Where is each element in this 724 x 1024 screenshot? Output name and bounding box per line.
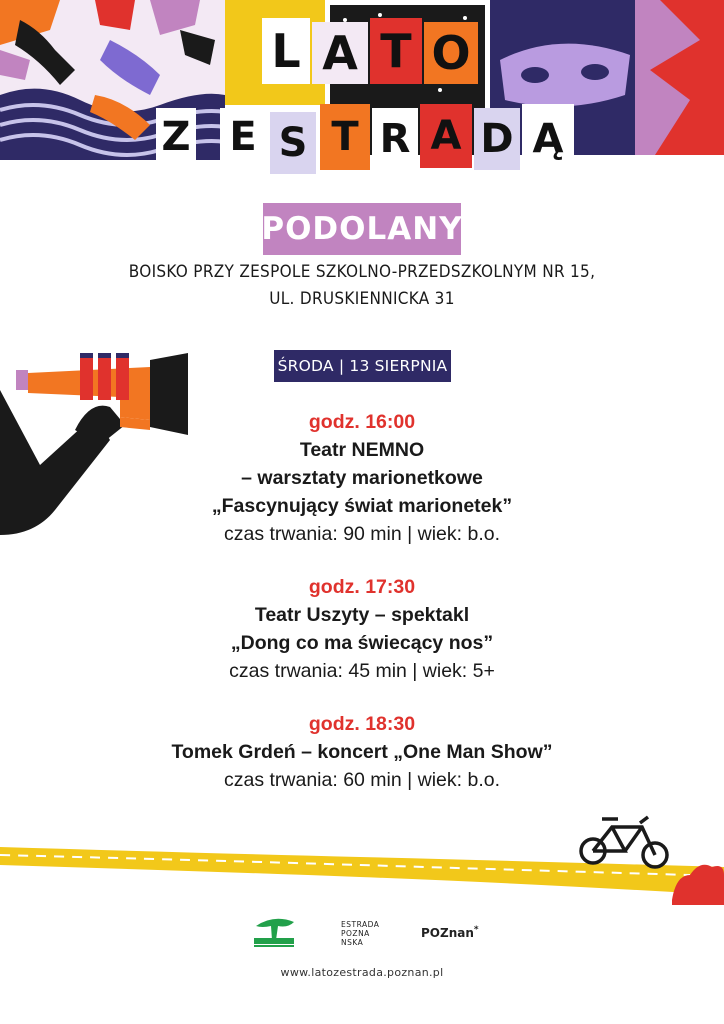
poznan-logo: POZnan* [421, 925, 479, 940]
title-letter: Z [156, 108, 196, 166]
event-title-line: „Dong co ma świecący nos” [230, 632, 494, 654]
venue-line-2: UL. DRUSKIENNICKA 31 [269, 289, 455, 309]
title-letter: T [370, 18, 422, 84]
event-title-line: Tomek Grdeń – koncert „One Man Show” [171, 741, 553, 763]
title-letter: S [270, 112, 316, 174]
event-time: godz. 18:30 [308, 713, 416, 735]
event-title-line: „Fascynujący świat marionetek” [211, 495, 513, 517]
event-meta: czas trwania: 90 min | wiek: b.o. [223, 523, 500, 545]
title-letter: L [262, 18, 310, 84]
event-title-line: Teatr NEMNO [299, 439, 425, 461]
event-meta: czas trwania: 45 min | wiek: 5+ [229, 660, 495, 682]
venue-line-1: BOISKO PRZY ZESPOLE SZKOLNO-PRZEDSZKOLNYM NR 15, [128, 262, 596, 282]
event-time: godz. 16:00 [308, 411, 416, 433]
event-title-line: Teatr Uszyty – spektakl [254, 604, 470, 626]
title-letter: D [474, 108, 520, 170]
title-letter: A [420, 104, 472, 168]
title-letter: R [372, 108, 418, 170]
event-title-line: – warsztaty marionetkowe [241, 467, 483, 489]
event-item [0, 408, 724, 548]
title-letter: T [320, 104, 370, 170]
title-letter: E [220, 108, 266, 166]
title-letter: O [424, 22, 478, 84]
event-item [0, 710, 724, 794]
event-meta: czas trwania: 60 min | wiek: b.o. [223, 769, 500, 791]
park-logo [250, 914, 298, 950]
road-illustration [0, 805, 724, 915]
bicycle-icon [581, 817, 667, 867]
event-list [0, 408, 724, 819]
event-time: godz. 17:30 [308, 576, 416, 598]
website-link[interactable]: www.latozestrada.poznan.pl [280, 966, 444, 979]
title-letter: Ą [522, 104, 574, 174]
mask-illustration [500, 44, 630, 107]
estrada-logo: ESTRADA POZNA NSKA [341, 920, 380, 947]
district-label: PODOLANY [263, 203, 461, 255]
title-letter: A [312, 22, 368, 84]
sponsor-logos [0, 908, 724, 958]
header-artwork [0, 0, 724, 185]
date-badge: ŚRODA | 13 SIERPNIA [274, 350, 451, 382]
event-item [0, 573, 724, 685]
